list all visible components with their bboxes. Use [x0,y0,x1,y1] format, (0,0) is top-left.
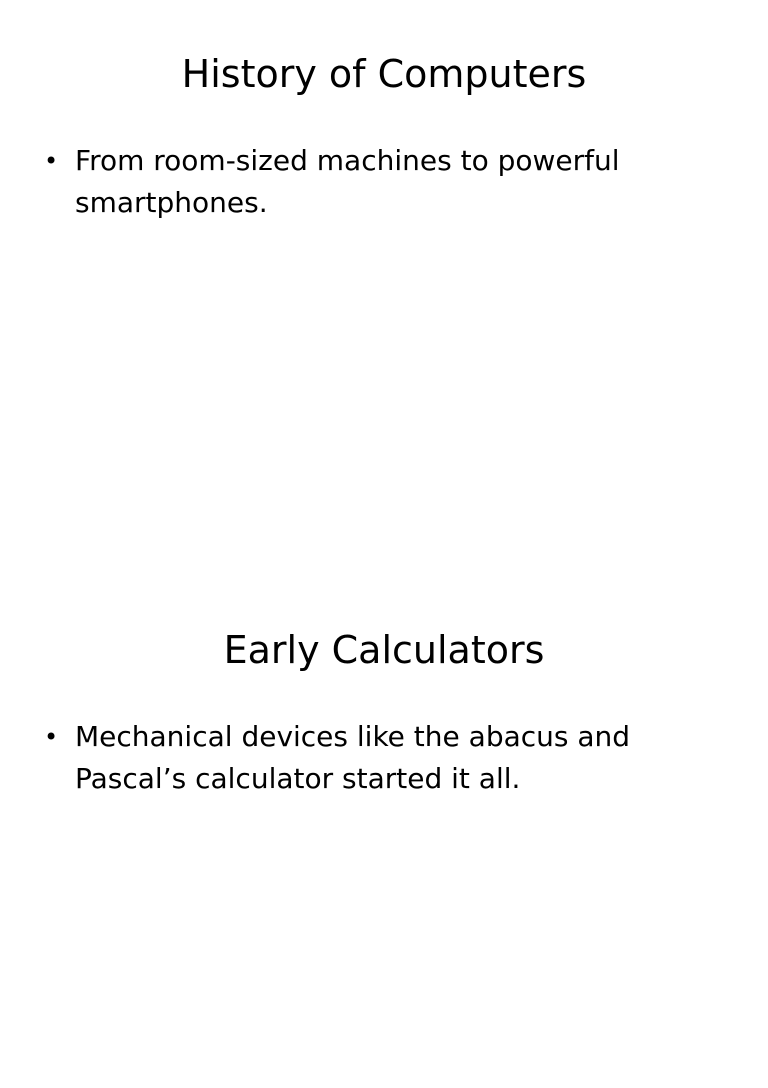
slide-title: History of Computers [181,52,587,96]
slide-history-of-computers [0,0,768,512]
bullet-text: From room-sized machines to powerful smartphones. [75,144,620,219]
slide-early-calculators [0,576,768,1088]
bullet-text: Mechanical devices like the abacus and Pascal’s calculator started it all. [75,720,631,795]
slide-title: Early Calculators [223,628,545,672]
bullet-item [42,140,682,224]
bullet-icon: • [44,147,59,175]
bullet-icon: • [44,723,59,751]
bullet-list [42,716,682,800]
bullet-list [42,140,682,224]
bullet-item [42,716,682,800]
